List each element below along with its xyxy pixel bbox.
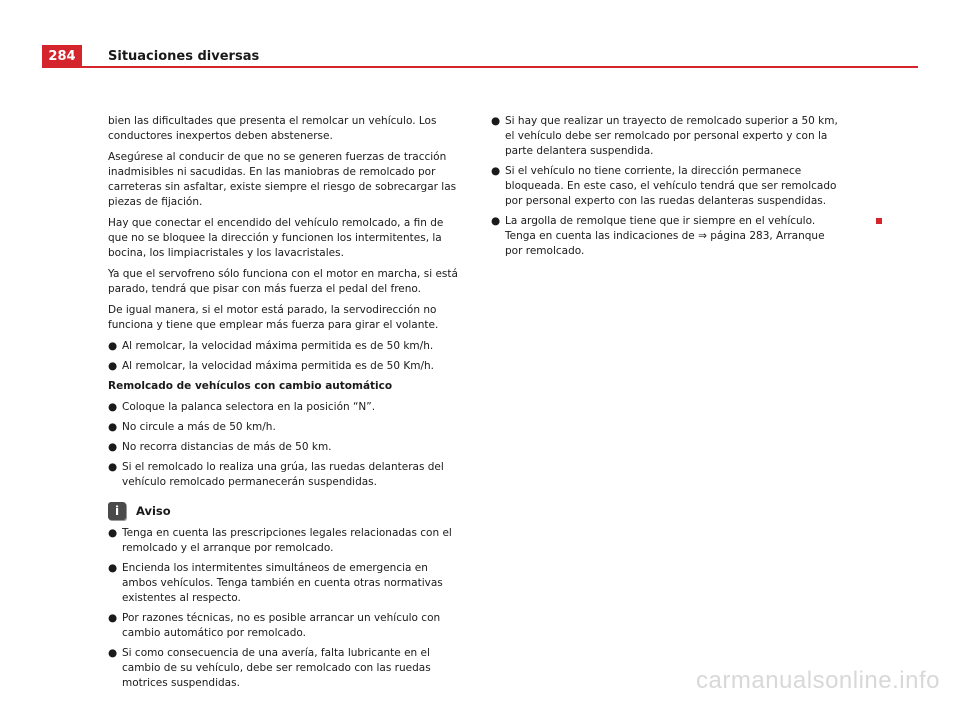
right-column [491, 114, 843, 264]
list-item [108, 440, 463, 455]
note-box [108, 502, 463, 691]
list-item-text: Si hay que realizar un trayecto de remolcado superior a 50 km, el vehículo debe ser remolcado por personal experto y con la parte delantera suspendida. [505, 115, 838, 157]
watermark: carmanualsonline.info [696, 667, 940, 694]
list-item [108, 420, 463, 435]
list-item [108, 526, 463, 556]
bullet-icon: ● [108, 527, 118, 539]
page-number: 284 [42, 45, 82, 67]
bullet-icon: ● [108, 340, 118, 352]
list-item [108, 646, 463, 691]
list-item [108, 460, 463, 490]
bullet-icon: ● [108, 421, 118, 433]
list-item-text: Si el remolcado lo realiza una grúa, las ruedas delanteras del vehículo remolcado permanecerán suspendidas. [122, 461, 444, 488]
page-title: Situaciones diversas [108, 49, 260, 64]
bullet-icon: ● [108, 612, 118, 624]
bullet-icon: ● [108, 401, 118, 413]
note-header [108, 502, 463, 520]
bullet-icon: ● [108, 562, 118, 574]
list-item [108, 400, 463, 415]
list-item-text: Si el vehículo no tiene corriente, la dirección permanece bloqueada. En este caso, el vehículo tendrá que ser remolcado por personal experto con las ruedas delanteras suspendidas. [505, 165, 837, 207]
bullet-icon: ● [108, 647, 118, 659]
list-item [491, 164, 843, 209]
list-item-text: La argolla de remolque tiene que ir siempre en el vehículo. Tenga en cuenta las indicaciones de ⇒ página 283, Arranque por remolcado. [505, 215, 825, 257]
bullet-icon: ● [108, 461, 118, 473]
list-item [108, 339, 463, 354]
list-item-text: Coloque la palanca selectora en la posición “N”. [122, 401, 376, 413]
list-item-text: No recorra distancias de más de 50 km. [122, 441, 332, 453]
paragraph: De igual manera, si el motor está parado, la servodirección no funciona y tiene que emplear más fuerza para girar el volante. [108, 304, 439, 331]
info-note-icon: i [108, 502, 126, 520]
bullet-icon: ● [491, 165, 501, 177]
list-item-text: Si como consecuencia de una avería, falta lubricante en el cambio de su vehículo, debe ser remolcado con las ruedas motrices suspendidas. [122, 647, 431, 689]
list-item [491, 114, 843, 159]
paragraph: Hay que conectar el encendido del vehículo remolcado, a fin de que no se bloquee la dirección y funcionen los intermitentes, la bocina, los limpiacristales y los lavacristales. [108, 217, 444, 259]
list-item-text: Por razones técnicas, no es posible arrancar un vehículo con cambio automático por remolcado. [122, 612, 441, 639]
paragraph: Ya que el servofreno sólo funciona con el motor en marcha, si está parado, tendrá que pisar con más fuerza el pedal del freno. [108, 268, 458, 295]
list-item-text: Tenga en cuenta las prescripciones legales relacionadas con el remolcado y el arranque por remolcado. [122, 527, 452, 554]
list-item [108, 359, 463, 374]
list-item-text: Encienda los intermitentes simultáneos de emergencia en ambos vehículos. Tenga también en cuenta otras normativas existentes al respecto. [122, 562, 443, 604]
header-rule [42, 66, 918, 68]
section-heading: Remolcado de vehículos con cambio automático [108, 380, 393, 392]
note-title: Aviso [136, 503, 171, 518]
list-item [108, 561, 463, 606]
list-item-text: Al remolcar, la velocidad máxima permitida es de 50 Km/h. [122, 360, 434, 372]
list-item [108, 611, 463, 641]
section-end-mark [876, 218, 882, 224]
bullet-icon: ● [108, 441, 118, 453]
list-item-text: Al remolcar, la velocidad máxima permitida es de 50 km/h. [122, 340, 434, 352]
bullet-icon: ● [491, 215, 501, 227]
bullet-icon: ● [491, 115, 501, 127]
bullet-icon: ● [108, 360, 118, 372]
paragraph: bien las dificultades que presenta el remolcar un vehículo. Los conductores inexpertos deben abstenerse. [108, 115, 437, 142]
paragraph: Asegúrese al conducir de que no se generen fuerzas de tracción inadmisibles ni sacudidas. En las maniobras de remolcado por carreteras sin asfaltar, existe siempre el riesgo de sobrecargar las piezas de fijación. [108, 151, 457, 208]
left-column [108, 114, 463, 696]
list-item [491, 214, 843, 259]
list-item-text: No circule a más de 50 km/h. [122, 421, 276, 433]
